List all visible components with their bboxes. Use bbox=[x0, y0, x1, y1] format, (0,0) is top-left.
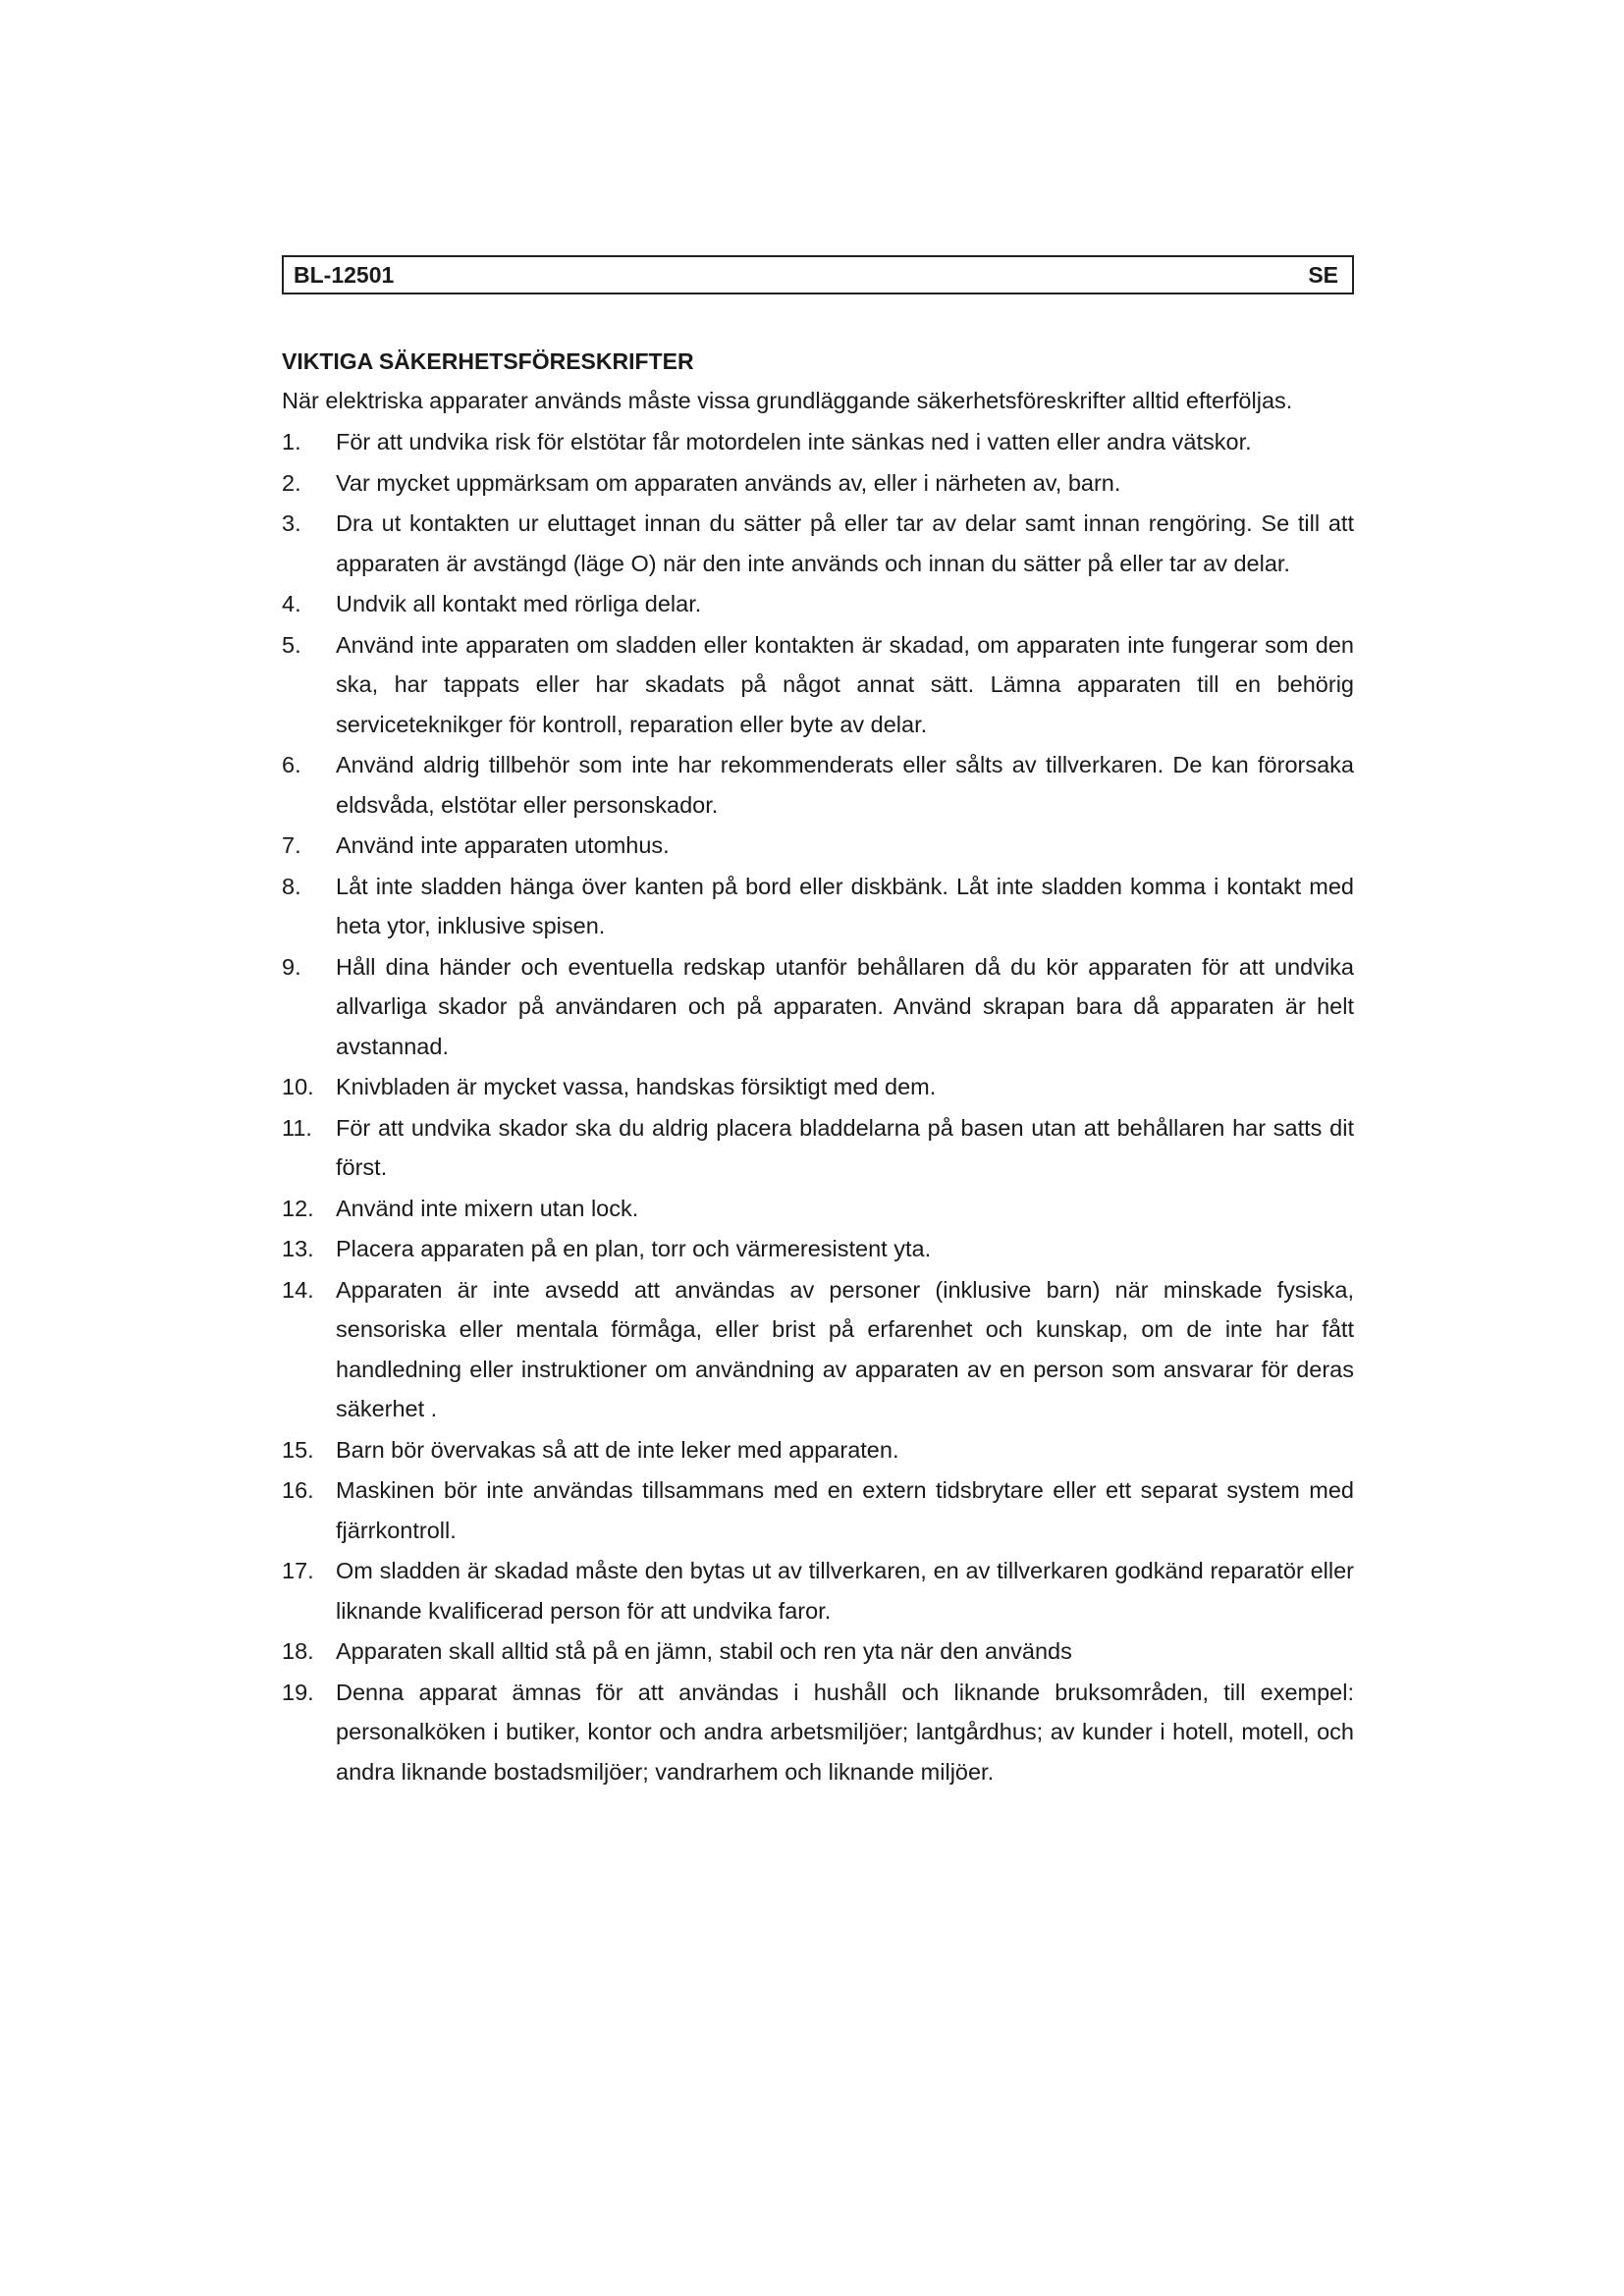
list-item bbox=[282, 1067, 1354, 1107]
list-item bbox=[282, 625, 1354, 745]
list-item bbox=[282, 1673, 1354, 1792]
model-number: BL-12501 bbox=[294, 261, 395, 288]
list-item bbox=[282, 745, 1354, 825]
item-text: Denna apparat ämnas för att användas i hushåll och liknande bruksområden, till exempel: personalköken i butiker, kontor och andra arbetsmiljöer; lantgårdhus; av kunder i hotell, motell, och andra liknande bostadsmiljöer; vandrarhem och liknande miljöer. bbox=[336, 1679, 1354, 1785]
list-item bbox=[282, 504, 1354, 583]
item-number: 18. bbox=[282, 1638, 314, 1664]
item-text: Apparaten skall alltid stå på en jämn, stabil och ren yta när den används bbox=[336, 1638, 1072, 1664]
list-item bbox=[282, 1470, 1354, 1550]
list-item bbox=[282, 1229, 1354, 1269]
item-number: 5. bbox=[282, 631, 301, 658]
item-number: 17. bbox=[282, 1558, 314, 1583]
item-number: 6. bbox=[282, 752, 301, 777]
document-page bbox=[282, 255, 1354, 1792]
safety-list bbox=[282, 422, 1354, 1791]
item-text: Låt inte sladden hänga över kanten på bord eller diskbänk. Låt inte sladden komma i kontakt med heta ytor, inklusive spisen. bbox=[336, 873, 1354, 938]
item-number: 13. bbox=[282, 1236, 314, 1261]
item-number: 19. bbox=[282, 1679, 314, 1705]
list-item bbox=[282, 1270, 1354, 1429]
intro-paragraph: När elektriska apparater används måste vissa grundläggande säkerhetsföreskrifter alltid efterföljas. bbox=[282, 388, 1293, 413]
item-number: 4. bbox=[282, 591, 301, 616]
item-number: 2. bbox=[282, 469, 301, 496]
item-text: Knivbladen är mycket vassa, handskas försiktigt med dem. bbox=[336, 1074, 937, 1099]
item-number: 9. bbox=[282, 953, 301, 980]
list-item bbox=[282, 947, 1354, 1067]
item-text: Använd inte apparaten utomhus. bbox=[336, 832, 670, 858]
item-text: Maskinen bör inte användas tillsammans med en extern tidsbrytare eller ett separat system med fjärrkontroll. bbox=[336, 1477, 1354, 1543]
list-item bbox=[282, 422, 1354, 462]
list-item bbox=[282, 463, 1354, 504]
item-number: 16. bbox=[282, 1477, 314, 1503]
list-item bbox=[282, 584, 1354, 624]
item-text: Placera apparaten på en plan, torr och värmeresistent yta. bbox=[336, 1236, 932, 1261]
item-number: 7. bbox=[282, 832, 301, 858]
item-number: 15. bbox=[282, 1436, 314, 1463]
item-number: 10. bbox=[282, 1074, 314, 1099]
item-text: Använd inte apparaten om sladden eller kontakten är skadad, om apparaten inte fungerar som den ska, har tappats eller har skadats på något annat sätt. Lämna apparaten till en behörig serviceteknikger för kontroll, reparation eller byte av delar. bbox=[336, 631, 1354, 737]
item-number: 3. bbox=[282, 510, 301, 536]
list-item bbox=[282, 1108, 1354, 1188]
item-text: Barn bör övervakas så att de inte leker med apparaten. bbox=[336, 1436, 899, 1463]
list-item bbox=[282, 1551, 1354, 1630]
document-header bbox=[282, 255, 1354, 294]
item-text: För att undvika risk för elstötar får motordelen inte sänkas ned i vatten eller andra vätskor. bbox=[336, 429, 1252, 454]
list-item bbox=[282, 826, 1354, 866]
item-number: 8. bbox=[282, 873, 301, 899]
item-text: För att undvika skador ska du aldrig placera bladdelarna på basen utan att behållaren har satts dit först. bbox=[336, 1114, 1354, 1180]
item-text: Undvik all kontakt med rörliga delar. bbox=[336, 591, 702, 616]
item-text: Dra ut kontakten ur eluttaget innan du sätter på eller tar av delar samt innan rengöring. Se till att apparaten är avstängd (läge O) när den inte används och innan du sätter på eller tar av delar. bbox=[336, 510, 1354, 576]
item-number: 12. bbox=[282, 1195, 314, 1221]
list-item bbox=[282, 1189, 1354, 1229]
item-number: 14. bbox=[282, 1276, 314, 1303]
item-text: Apparaten är inte avsedd att användas av personer (inklusive barn) när minskade fysiska, sensoriska eller mentala förmåga, eller brist på erfarenhet och kunskap, om de inte har fått handledning eller instruktioner om användning av apparaten av en person som ansvarar för deras säkerhet . bbox=[336, 1276, 1354, 1421]
language-code: SE bbox=[1308, 261, 1338, 288]
item-number: 11. bbox=[282, 1114, 312, 1141]
item-text: Om sladden är skadad måste den bytas ut av tillverkaren, en av tillverkaren godkänd reparatör eller liknande kvalificerad person för att undvika faror. bbox=[336, 1558, 1354, 1624]
item-text: Använd aldrig tillbehör som inte har rekommenderats eller sålts av tillverkaren. De kan förorsaka eldsvåda, elstötar eller personskador. bbox=[336, 752, 1354, 818]
item-text: Var mycket uppmärksam om apparaten används av, eller i närheten av, barn. bbox=[336, 469, 1121, 496]
list-item bbox=[282, 1631, 1354, 1672]
item-text: Håll dina händer och eventuella redskap utanför behållaren då du kör apparaten för att undvika allvarliga skador på användaren och på apparaten. Använd skrapan bara då apparaten är helt avstannad. bbox=[336, 953, 1354, 1059]
list-item bbox=[282, 1430, 1354, 1470]
section-title: VIKTIGA SÄKERHETSFÖRESKRIFTER bbox=[282, 348, 694, 374]
item-text: Använd inte mixern utan lock. bbox=[336, 1195, 639, 1221]
item-number: 1. bbox=[282, 429, 301, 454]
list-item bbox=[282, 867, 1354, 946]
